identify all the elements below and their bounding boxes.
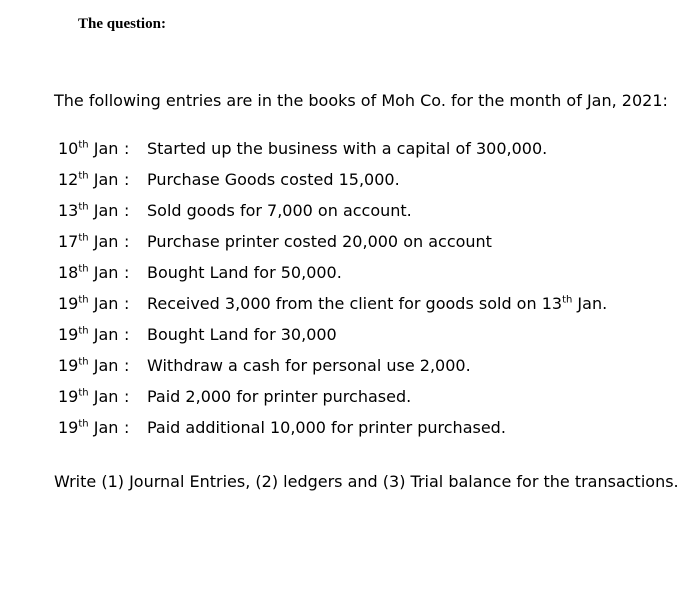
entry-date bbox=[58, 355, 124, 386]
entry-month: Jan bbox=[93, 418, 119, 437]
entry-separator: : bbox=[124, 170, 130, 189]
entry-day: 13 bbox=[58, 201, 79, 220]
entry-day: 17 bbox=[58, 232, 79, 251]
entry-month: Jan bbox=[93, 263, 119, 282]
entry-separator: : bbox=[124, 356, 130, 375]
entry-date bbox=[58, 231, 124, 262]
entry-description bbox=[147, 293, 607, 324]
transaction-entry bbox=[58, 200, 607, 231]
entry-day: 18 bbox=[58, 263, 79, 282]
entry-date bbox=[58, 417, 124, 448]
entry-day: 12 bbox=[58, 170, 79, 189]
entry-description: Purchase Goods costed 15,000. bbox=[147, 170, 400, 189]
entry-date bbox=[58, 200, 124, 231]
transaction-entry bbox=[58, 231, 607, 262]
entry-separator: : bbox=[124, 201, 130, 220]
entry-date bbox=[58, 293, 124, 324]
entry-day-suffix: th bbox=[78, 356, 89, 368]
entry-description: Paid 2,000 for printer purchased. bbox=[147, 387, 412, 406]
entry-date bbox=[58, 386, 124, 417]
entry-description-suffix: th bbox=[562, 294, 573, 306]
entry-separator: : bbox=[124, 294, 130, 313]
transaction-entry bbox=[58, 417, 607, 448]
entry-description: Paid additional 10,000 for printer purchased. bbox=[147, 418, 506, 437]
entry-day-suffix: th bbox=[78, 263, 89, 275]
entry-separator: : bbox=[124, 232, 130, 251]
entry-day: 19 bbox=[58, 294, 79, 313]
entry-month: Jan bbox=[93, 325, 119, 344]
instructions-paragraph: Write (1) Journal Entries, (2) ledgers and (3) Trial balance for the transactions. bbox=[54, 472, 679, 491]
entry-day-suffix: th bbox=[78, 418, 89, 430]
entry-month: Jan bbox=[93, 139, 119, 158]
entry-description-tail: Jan. bbox=[572, 294, 608, 313]
entry-month: Jan bbox=[93, 201, 119, 220]
entry-description: Started up the business with a capital of 300,000. bbox=[147, 139, 548, 158]
entry-month: Jan bbox=[93, 387, 119, 406]
entry-day-suffix: th bbox=[78, 139, 89, 151]
entry-separator: : bbox=[124, 418, 130, 437]
entry-day-suffix: th bbox=[78, 294, 89, 306]
transaction-entry bbox=[58, 169, 607, 200]
entry-separator: : bbox=[124, 263, 130, 282]
entry-day-suffix: th bbox=[78, 232, 89, 244]
entry-day: 19 bbox=[58, 325, 79, 344]
entry-day: 10 bbox=[58, 139, 79, 158]
transaction-entry bbox=[58, 355, 607, 386]
transaction-entry bbox=[58, 324, 607, 355]
entry-separator: : bbox=[124, 325, 130, 344]
entry-date bbox=[58, 138, 124, 169]
entry-month: Jan bbox=[93, 232, 119, 251]
entry-day-suffix: th bbox=[78, 325, 89, 337]
entry-month: Jan bbox=[93, 170, 119, 189]
entry-description-text: Received 3,000 from the client for goods sold on 13 bbox=[147, 294, 563, 313]
entry-separator: : bbox=[124, 387, 130, 406]
transaction-entry bbox=[58, 293, 607, 324]
entry-day-suffix: th bbox=[78, 201, 89, 213]
entry-date bbox=[58, 262, 124, 293]
entry-description: Purchase printer costed 20,000 on account bbox=[147, 232, 492, 251]
entry-description: Sold goods for 7,000 on account. bbox=[147, 201, 412, 220]
entry-day: 19 bbox=[58, 356, 79, 375]
question-heading: The question: bbox=[78, 16, 166, 32]
entry-description: Bought Land for 50,000. bbox=[147, 263, 342, 282]
entry-day: 19 bbox=[58, 387, 79, 406]
entry-date bbox=[58, 169, 124, 200]
entry-description: Withdraw a cash for personal use 2,000. bbox=[147, 356, 471, 375]
entry-description: Bought Land for 30,000 bbox=[147, 325, 337, 344]
entry-month: Jan bbox=[93, 294, 119, 313]
transaction-entry bbox=[58, 262, 607, 293]
entry-month: Jan bbox=[93, 356, 119, 375]
transaction-entry bbox=[58, 386, 607, 417]
entry-separator: : bbox=[124, 139, 130, 158]
transaction-list bbox=[58, 138, 607, 448]
entry-day-suffix: th bbox=[78, 387, 89, 399]
entry-day: 19 bbox=[58, 418, 79, 437]
transaction-entry bbox=[58, 138, 607, 169]
entry-date bbox=[58, 324, 124, 355]
entry-day-suffix: th bbox=[78, 170, 89, 182]
intro-paragraph: The following entries are in the books of Moh Co. for the month of Jan, 2021: bbox=[54, 91, 668, 110]
